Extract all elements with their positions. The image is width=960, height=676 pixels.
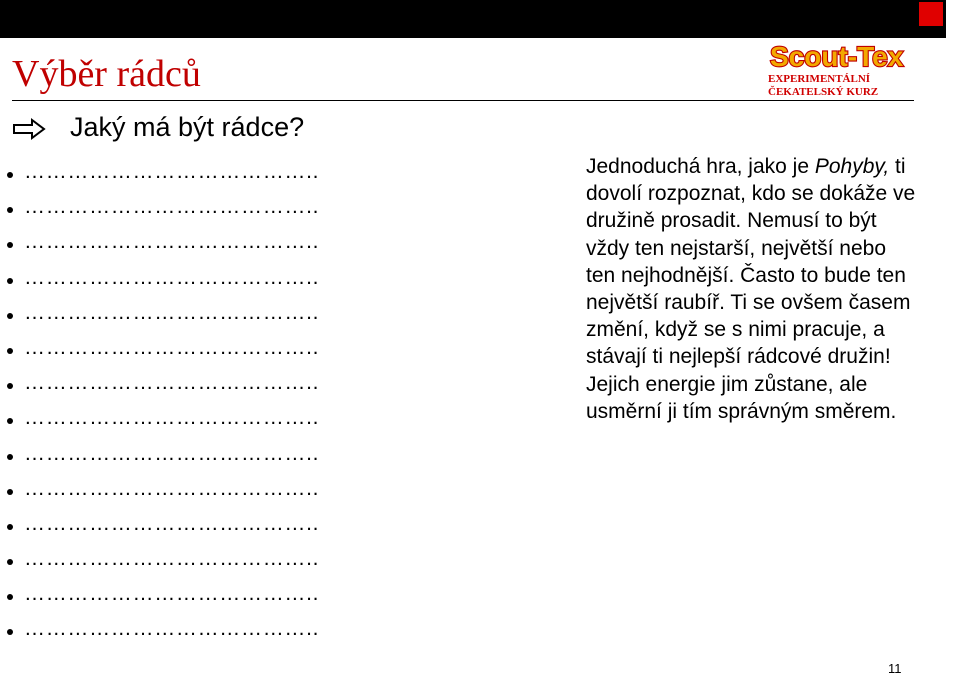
list-item — [0, 545, 470, 580]
page-number: 11 — [888, 661, 902, 676]
slide-title: Výběr rádců — [12, 53, 201, 95]
subheading: Jaký má být rádce? — [70, 112, 305, 142]
dotted-blank-line: ………………………………….. — [24, 406, 320, 430]
dotted-blank-line: ………………………………….. — [24, 160, 320, 183]
round-bullet-icon — [7, 207, 13, 213]
round-bullet-icon — [7, 559, 13, 565]
dotted-blank-line: ………………………………….. — [24, 582, 320, 606]
round-bullet-icon — [7, 242, 13, 248]
dotted-bullet-list — [0, 158, 470, 651]
round-bullet-icon — [7, 454, 13, 460]
dotted-blank-line: ………………………………….. — [24, 230, 320, 254]
list-item — [0, 615, 470, 650]
list-item — [0, 334, 470, 369]
dotted-blank-line: ………………………………….. — [24, 617, 320, 641]
list-item — [0, 193, 470, 228]
list-item — [0, 404, 470, 439]
scout-tex-logo-icon — [768, 40, 958, 72]
body-rest: ti dovolí rozpoznat, kdo se dokáže ve družině prosadit. Nemusí to být vždy ten nejstarší, největší nebo ten nejhodnější. Často to bude ten největší raubíř. Ti se ovšem časem změní, když se s nimi pracuje, a stávají ti nejlepší rádcové družin! Jejich energie jim zůstane, ale usměrní ji tím správným směrem. — [586, 155, 916, 423]
list-item — [0, 299, 470, 334]
dotted-blank-line: ………………………………….. — [24, 195, 320, 219]
list-item — [0, 580, 470, 615]
round-bullet-icon — [7, 524, 13, 530]
list-item — [0, 158, 470, 193]
scout-tex-logo — [768, 40, 958, 100]
list-item — [0, 228, 470, 263]
logo-subtitle-line2: ČEKATELSKÝ KURZ — [768, 86, 879, 98]
logo-subtitle-line1: EXPERIMENTÁLNÍ — [768, 73, 871, 85]
round-bullet-icon — [7, 383, 13, 389]
dotted-blank-line: ………………………………….. — [24, 300, 320, 324]
top-band — [0, 0, 946, 38]
dotted-blank-line: ………………………………….. — [24, 511, 320, 535]
dotted-blank-line: ………………………………….. — [24, 441, 320, 465]
dotted-blank-line: ………………………………….. — [24, 547, 320, 571]
title-divider — [12, 100, 914, 101]
corner-square — [919, 2, 943, 26]
list-item — [0, 264, 470, 299]
list-item — [0, 510, 470, 545]
body-paragraph — [586, 153, 916, 425]
round-bullet-icon — [7, 418, 13, 424]
round-bullet-icon — [7, 172, 13, 178]
round-bullet-icon — [7, 489, 13, 495]
dotted-blank-line: ………………………………….. — [24, 476, 320, 500]
dotted-blank-line: ………………………………….. — [24, 335, 320, 359]
list-item — [0, 440, 470, 475]
body-lead: Jednoduchá hra, jako je — [586, 155, 815, 178]
round-bullet-icon — [7, 348, 13, 354]
list-item — [0, 369, 470, 404]
round-bullet-icon — [7, 629, 13, 635]
dotted-blank-line: ………………………………….. — [24, 371, 320, 395]
round-bullet-icon — [7, 278, 13, 284]
list-item — [0, 475, 470, 510]
round-bullet-icon — [7, 313, 13, 319]
dotted-blank-line: ………………………………….. — [24, 265, 320, 289]
outlined-right-arrow-icon — [12, 118, 46, 140]
round-bullet-icon — [7, 594, 13, 600]
body-emphasis: Pohyby, — [814, 155, 890, 178]
logo-wordmark: Scout-Tex — [770, 41, 904, 72]
